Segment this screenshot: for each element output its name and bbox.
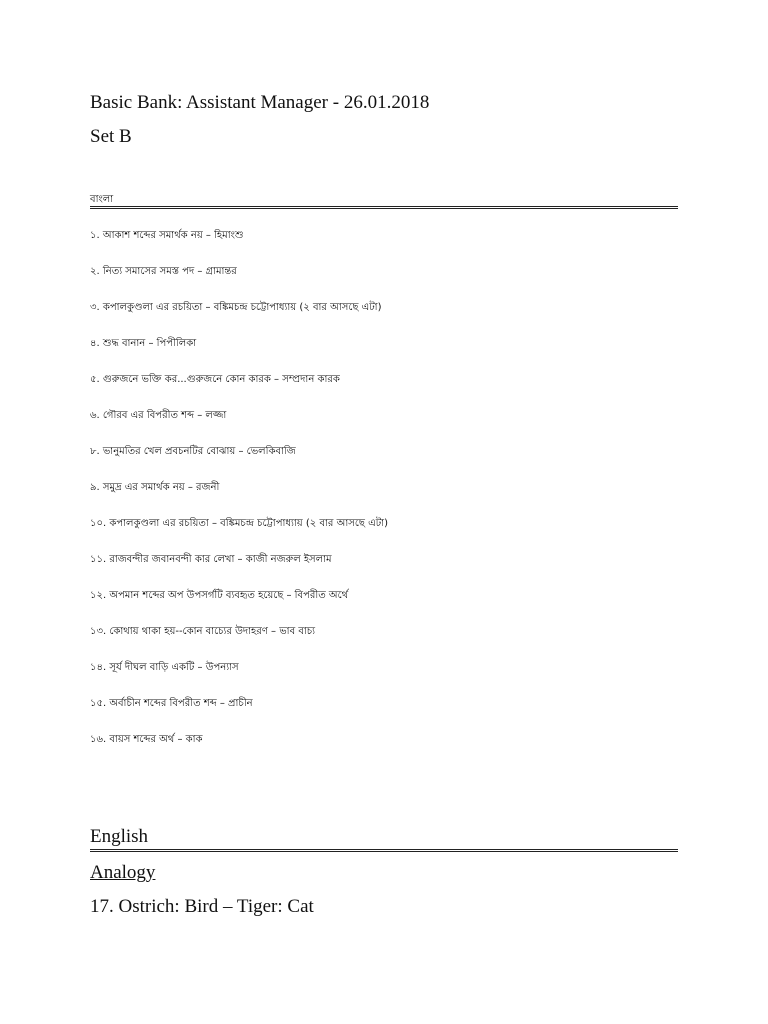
question-item: ৯. সমুদ্র এর সমার্থক নয় – রজনী (90, 482, 220, 493)
section-divider (90, 206, 678, 209)
question-item: ২. নিত্য সমাসের সমস্ত পদ – গ্রামান্তর (90, 266, 237, 277)
question-item: ১. আকাশ শব্দের সমার্থক নয় – হিমাংশু (90, 230, 244, 241)
section-divider (90, 849, 678, 852)
question-item: ১৬. বায়স শব্দের অর্থ – কাক (90, 734, 203, 745)
english-section-heading: English (90, 826, 149, 847)
question-item: ১০. কপালকুণ্ডলা এর রচয়িতা – বঙ্কিমচন্দ্র চট্টোপাধ্যায় (২ বার আসছে এটা) (90, 518, 388, 529)
question-item: ১৫. অর্বাচীন শব্দের বিপরীত শব্দ – প্রাচীন (90, 698, 253, 709)
document-title: Basic Bank: Assistant Manager - 26.01.2018 (90, 92, 430, 113)
question-item: ১৪. সূর্য দীঘল বাড়ি একটি – উপন্যাস (90, 662, 239, 673)
question-item: ৮. ভানুমতির খেল প্রবচনটির বোঝায় – ভেলকিবাজি (90, 446, 296, 457)
question-item: ১১. রাজবন্দীর জবানবন্দী কার লেখা – কাজী নজরুল ইসলাম (90, 554, 332, 565)
bangla-section-heading: বাংলা (90, 194, 114, 205)
analogy-subheading: Analogy (90, 862, 156, 883)
question-item: ১২. অপমান শব্দের অপ উপসর্গটি ব্যবহৃত হয়েছে – বিপরীত অর্থে (90, 590, 349, 601)
bangla-question-list (90, 228, 388, 768)
set-label: Set B (90, 126, 132, 147)
question-item: ১৩. কোথায় থাকা হয়--কোন বাচ্যের উদাহরণ – ভাব বাচ্য (90, 626, 316, 637)
question-item: ৪. শুদ্ধ বানান – পিপীলিকা (90, 338, 197, 349)
question-item: ৫. গুরুজনে ভক্তি কর...গুরুজনে কোন কারক – সম্প্রদান কারক (90, 374, 340, 385)
question-item: ৬. গৌরব এর বিপরীত শব্দ – লজ্জা (90, 410, 227, 421)
question-item: ৩. কপালকুণ্ডলা এর রচয়িতা – বঙ্কিমচন্দ্র চট্টোপাধ্যায় (২ বার আসছে এটা) (90, 302, 382, 313)
question-item: 17. Ostrich: Bird – Tiger: Cat (90, 896, 314, 917)
